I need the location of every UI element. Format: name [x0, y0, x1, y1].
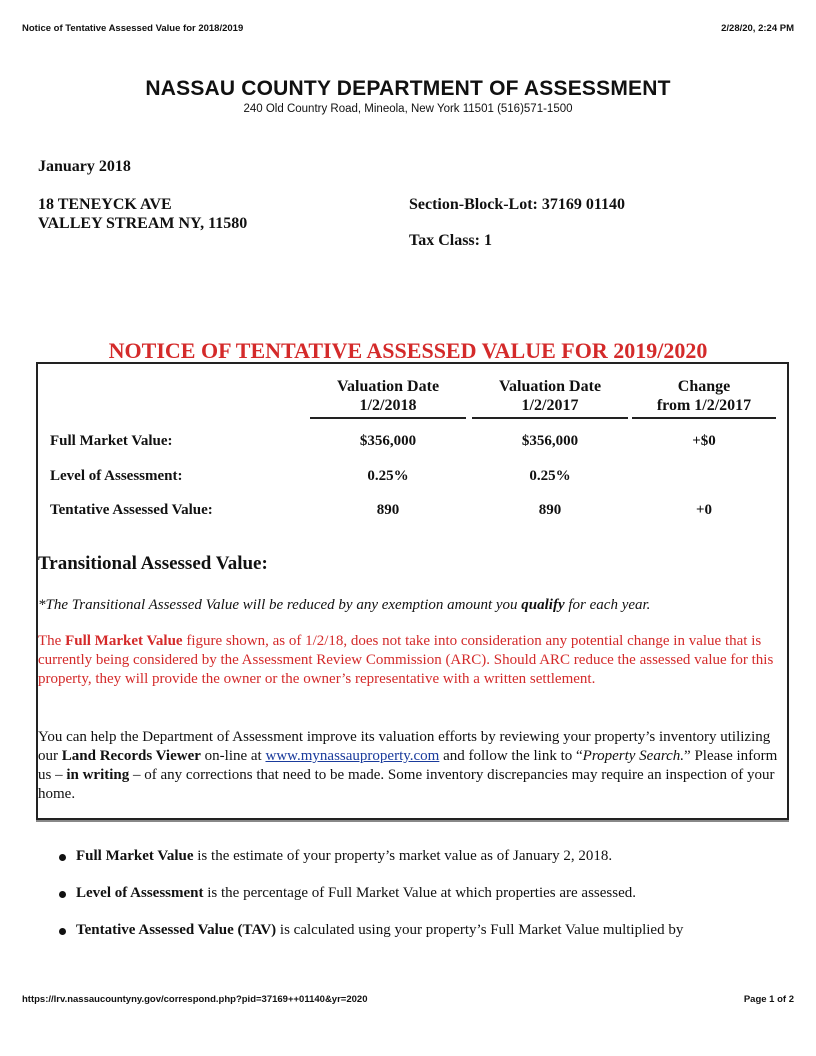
column-header-2018-line1: Valuation Date: [336, 378, 440, 395]
column-rule-change: [632, 417, 776, 419]
market-value-paragraph: [38, 632, 786, 689]
definition-text: is calculated using your property’s Full Market Value multiplied by: [276, 922, 684, 938]
inventory-paragraph-part2: on-line at: [200, 748, 266, 764]
column-header-2018-line2: 1/2/2018: [359, 397, 417, 414]
inventory-paragraph-part3: and follow the link to “: [439, 748, 583, 764]
tax-class-value: 1: [483, 232, 492, 249]
cell-tentative-assessed-value-2018: 890: [376, 502, 400, 518]
row-label-tentative-assessed-value: Tentative Assessed Value:: [50, 502, 213, 518]
print-header-timestamp: 2/28/20, 2:24 PM: [721, 23, 794, 34]
cell-level-of-assessment-2017: 0.25%: [529, 468, 571, 484]
tax-class-label: Tax Class:: [409, 232, 480, 249]
inventory-paragraph: [38, 728, 786, 804]
transitional-note-bold: qualify: [521, 597, 565, 613]
column-header-2018: [310, 377, 466, 415]
column-rule-2017: [472, 417, 628, 419]
column-header-2017-line1: Valuation Date: [498, 378, 602, 395]
department-address: 240 Old Country Road, Mineola, New York 11501 (516)571-1500: [243, 103, 573, 115]
column-header-change: [632, 377, 776, 415]
inventory-paragraph-part4: ” Please inform us –: [38, 748, 778, 783]
in-writing-text: in writing: [66, 767, 130, 783]
bullet-icon: [59, 891, 66, 898]
print-footer-page-number: Page 1 of 2: [743, 994, 794, 1005]
department-name: NASSAU COUNTY DEPARTMENT OF ASSESSMENT: [145, 77, 671, 100]
notice-box-shadow: [36, 820, 789, 822]
cell-full-market-value-2018: $356,000: [359, 433, 417, 449]
column-header-2017: [472, 377, 628, 415]
transitional-note-end: for each year.: [564, 597, 651, 613]
row-label-full-market-value: Full Market Value:: [50, 433, 173, 449]
market-value-paragraph-rest: figure shown, as of 1/2/18, does not take into consideration any potential change in value that is currently being considered by the Assessment Review Commission (ARC). Should ARC reduce the assessed value for this property, they will provide the owner or the owner’s representative with a written settlement.: [38, 633, 774, 687]
sbl-label: Section-Block-Lot:: [409, 196, 538, 213]
definition-item: [56, 922, 796, 959]
definition-term: Tentative Assessed Value (TAV): [76, 922, 277, 938]
cell-tentative-assessed-value-change: +0: [695, 502, 713, 518]
transitional-note: [38, 597, 650, 614]
section-block-lot: [409, 196, 625, 214]
cell-full-market-value-change: +$0: [692, 433, 716, 449]
definitions-list: [56, 848, 796, 959]
cell-level-of-assessment-2018: 0.25%: [367, 468, 409, 484]
property-address-line2: VALLEY STREAM NY, 11580: [38, 215, 248, 232]
print-header-title: Notice of Tentative Assessed Value for 2018/2019: [22, 23, 244, 34]
bullet-icon: [59, 928, 66, 935]
definition-item: [56, 848, 796, 885]
definition-text: is the estimate of your property’s market value as of January 2, 2018.: [193, 848, 613, 864]
notice-title: NOTICE OF TENTATIVE ASSESSED VALUE FOR 2019/2020: [108, 338, 708, 363]
column-rule-2018: [310, 417, 466, 419]
bullet-icon: [59, 854, 66, 861]
inventory-paragraph-part1: You can help the Department of Assessment improve its valuation efforts by reviewing your property’s inventory utilizing our: [38, 729, 771, 764]
tax-class: [409, 232, 492, 250]
notice-date: January 2018: [38, 158, 131, 175]
mynassauproperty-link[interactable]: www.mynassauproperty.com: [265, 748, 440, 764]
definition-text: is the percentage of Full Market Value at which properties are assessed.: [203, 885, 636, 901]
definition-term: Level of Assessment: [76, 885, 204, 901]
column-header-change-line1: Change: [677, 378, 731, 395]
transitional-title: Transitional Assessed Value:: [38, 553, 268, 574]
column-header-change-line2: from 1/2/2017: [656, 397, 752, 414]
property-search-text: Property Search.: [582, 748, 685, 764]
print-footer-url: https://lrv.nassaucountyny.gov/correspond.php?pid=37169++01140&yr=2020: [22, 994, 368, 1005]
transitional-note-start: *The Transitional Assessed Value will be reduced by any exemption amount you: [38, 597, 522, 613]
definition-term: Full Market Value: [76, 848, 194, 864]
market-value-paragraph-prefix: The: [38, 633, 66, 649]
sbl-value: 37169 01140: [541, 196, 625, 213]
market-value-paragraph-bold: Full Market Value: [65, 633, 183, 649]
cell-full-market-value-2017: $356,000: [521, 433, 579, 449]
row-label-level-of-assessment: Level of Assessment:: [50, 468, 183, 484]
property-address-line1: 18 TENEYCK AVE: [38, 196, 172, 213]
cell-tentative-assessed-value-2017: 890: [538, 502, 562, 518]
inventory-paragraph-part5: – of any corrections that need to be made. Some inventory discrepancies may require an inspection of your home.: [38, 767, 775, 802]
column-header-2017-line2: 1/2/2017: [521, 397, 579, 414]
definition-item: [56, 885, 796, 922]
land-records-viewer-text: Land Records Viewer: [61, 748, 201, 764]
